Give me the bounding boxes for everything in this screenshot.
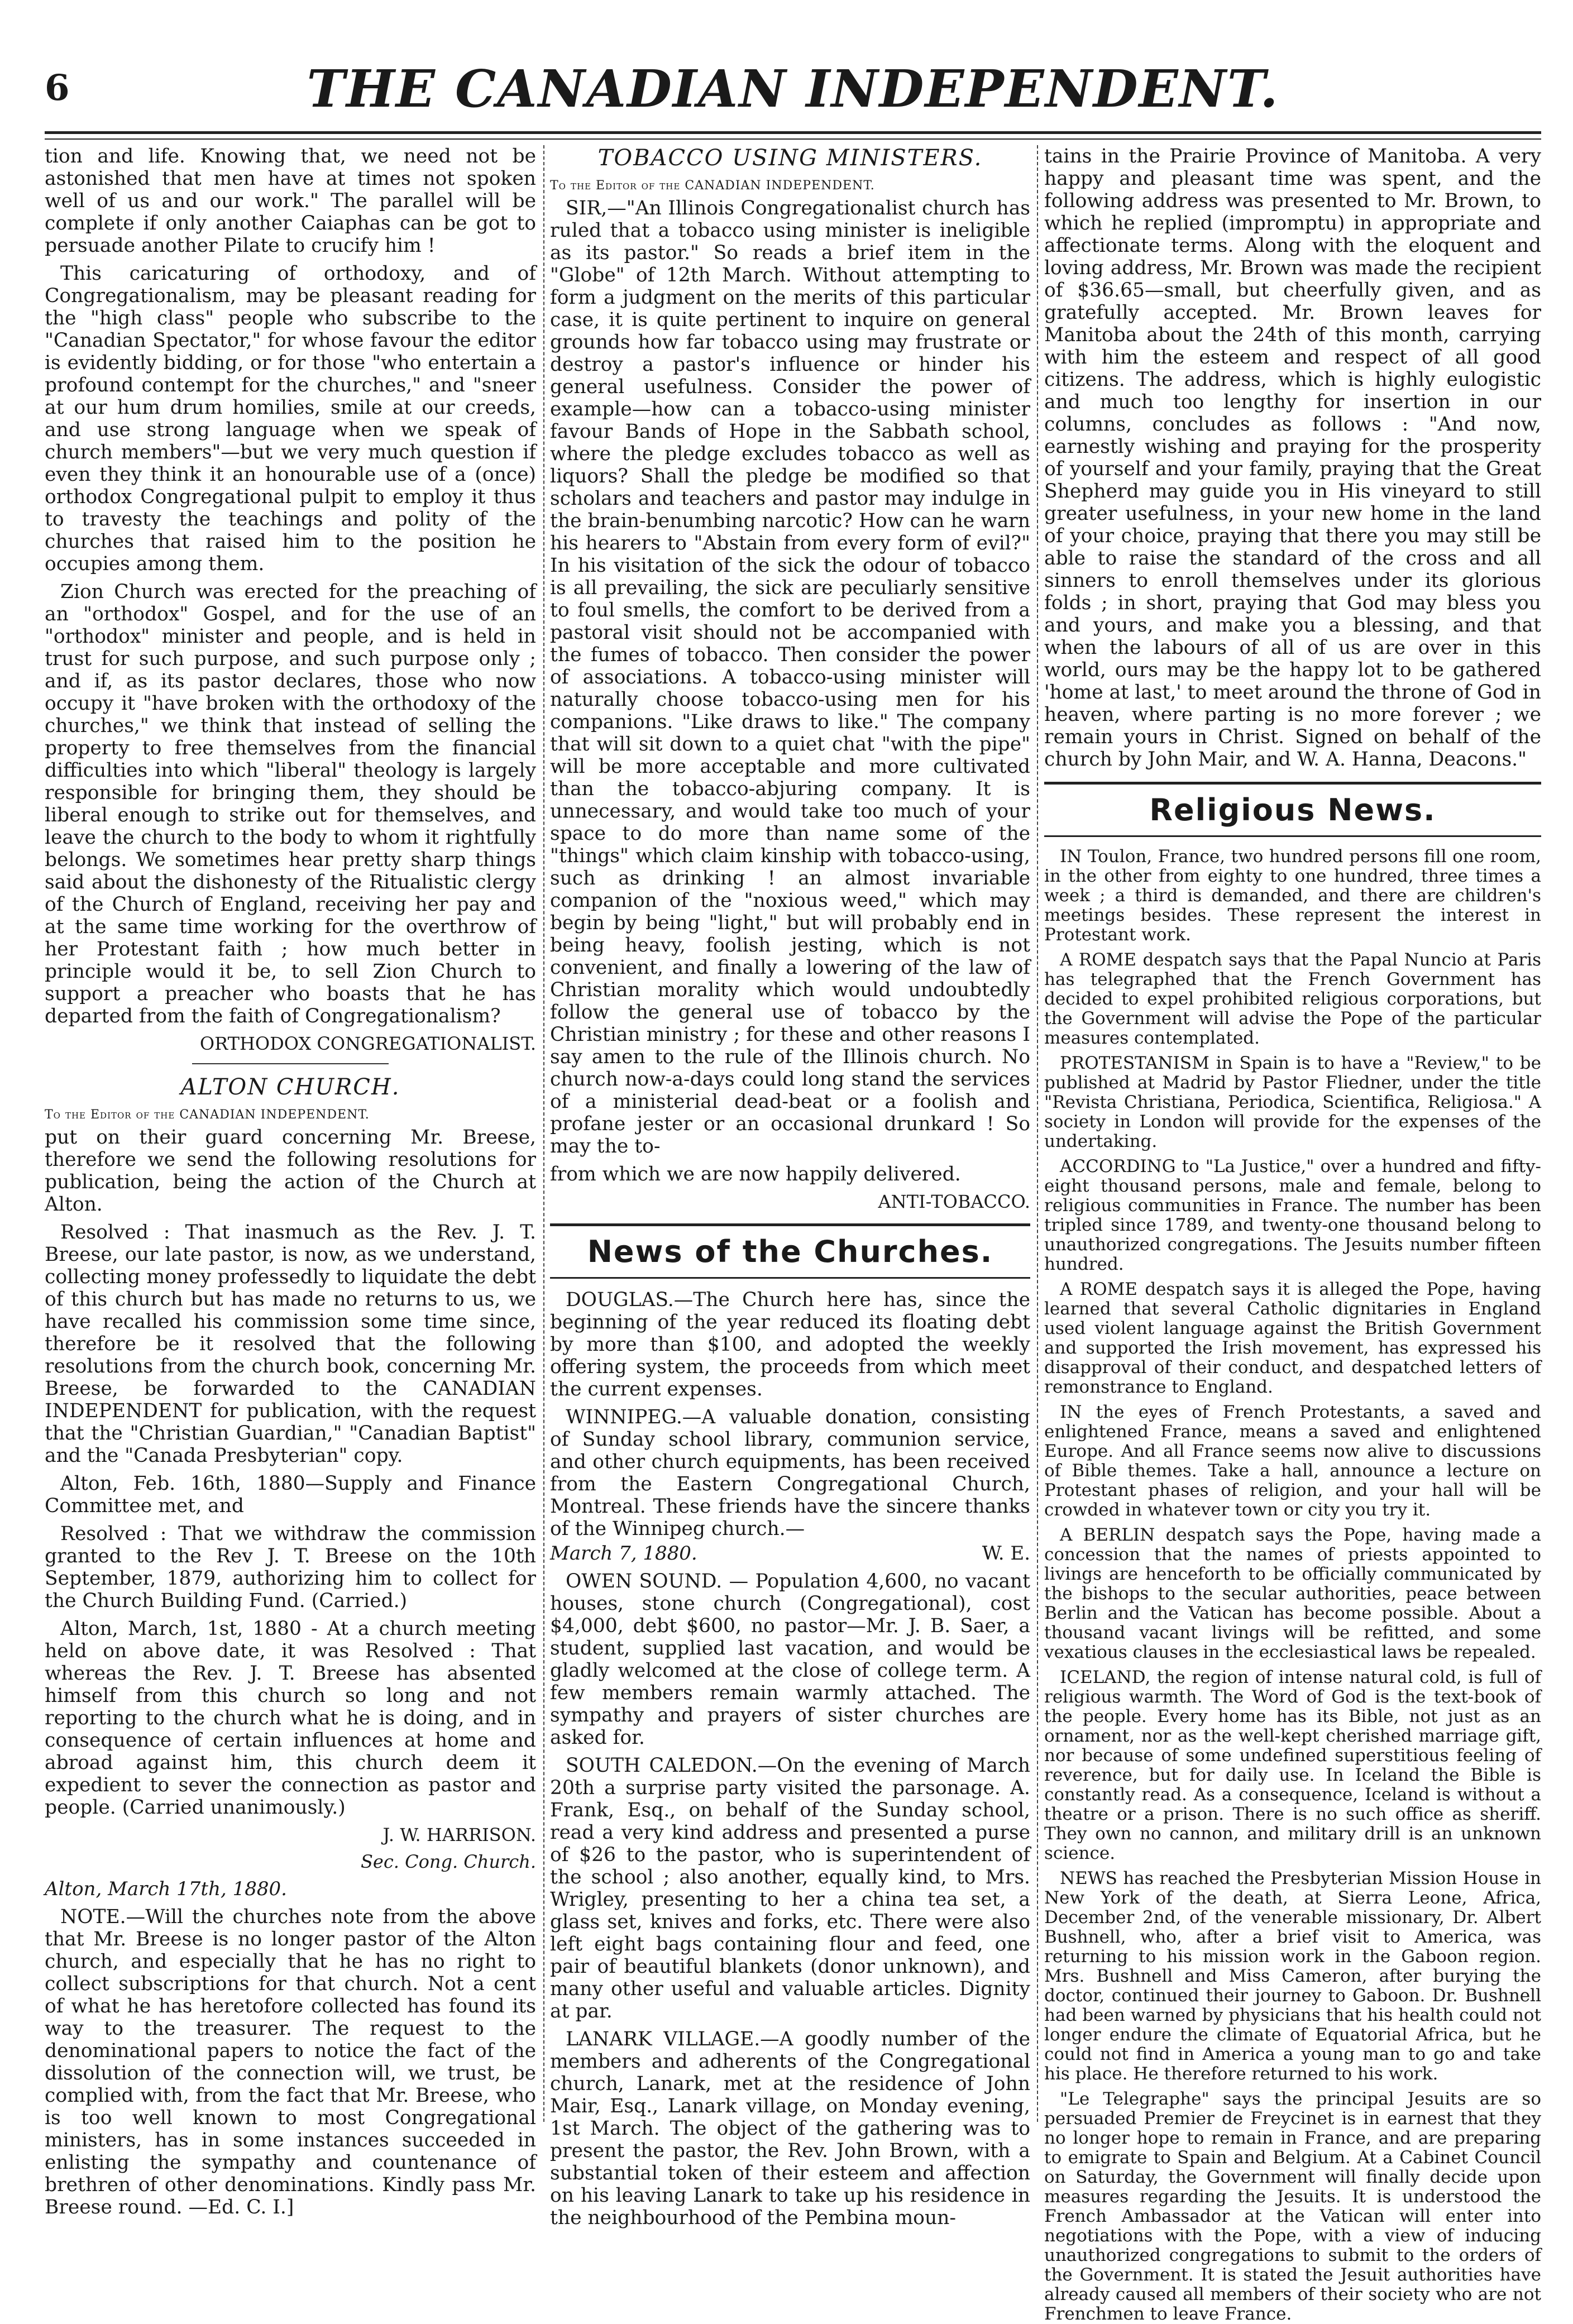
- signature: J. W. HARRISON.: [383, 1824, 536, 1845]
- article-paragraph: Alton, March, 1st, 1880 - At a church meeting held on above date, it was Resolved : That whereas the Rev. J. T. Breese has absented himself from this church so long and not reporting to the church what he is doing, and in consequence of certain influences at home and abroad against him, this church deem it expedient to sever the connection as pastor and people. (Carried unanimously.): [45, 1618, 536, 1819]
- article-paragraph: Resolved : That we withdraw the commission granted to the Rev J. T. Breese on the 10th September, 1879, authorizing him to collect for the Church Building Fund. (Carried.): [45, 1523, 536, 1612]
- to-editor-line: To the Editor of the CANADIAN INDEPENDENT.: [550, 179, 875, 193]
- article-paragraph: This caricaturing of orthodoxy, and of Congregationalism, may be pleasant reading for the "high class" people who subscribe to the "Canadian Spectator," for whose favour the editor is evidently bidding, or for those "who entertain a profound contempt for the churches," and "sneer at our hum drum homilies, smile at our creeds, and use strong language when we speak of church members"—but we very much question if even they think it an honourable use of a (once) orthodox Congregational pulpit to employ it thus to travesty the teachings and polity of the churches that raised him to the position he occupies among them.: [45, 262, 536, 575]
- news-item: "Le Telegraphe" says the principal Jesuits are so persuaded Premier de Freycinet is in earnest that they no longer hope to remain in France, and are preparing to emigrate to Spain and Belgium. At a Cabinet Council on Saturday, the Government will finally decide upon measures regarding the Jesuits. It is understood the French Ambassador at the Vatican will enter into negotiations with the Pope, with a view of inducing unauthorized congregations to submit to the orders of the Government. It is stated the Jesuit authorities have already caused all members of their society who are not Frenchmen to leave France.: [1044, 2089, 1541, 2324]
- news-item: A ROME despatch says it is alleged the Pope, having learned that several Catholic dignitaries in England used violent language against the British Government and supported the Irish movement, has expressed his disapproval of their conduct, and despatched letters of remonstrance to England.: [1044, 1279, 1541, 1397]
- divider: [192, 1063, 389, 1064]
- news-item: DOUGLAS.—The Church here has, since the beginning of the year reduced its floating debt by more than $100, and adopted the weekly offering system, the proceeds from which meet the current expenses.: [550, 1289, 1030, 1400]
- column-2: [550, 145, 1030, 2229]
- article-paragraph: from which we are now happily delivered.: [550, 1163, 961, 1185]
- article-paragraph: Alton, Feb. 16th, 1880—Supply and Finance Committee met, and: [45, 1472, 536, 1517]
- news-item: A ROME despatch says that the Papal Nuncio at Paris has telegraphed that the French Government has decided to expel prohibited religious corporations, but the Government will advise the Pope of the particular measures contemplated.: [1044, 950, 1541, 1048]
- news-item: IN Toulon, France, two hundred persons fill one room, in the other from eighty to one hundred, three times a week ; a third is demanded, and there are children's meetings besides. These represent the interest in Protestant work.: [1044, 847, 1541, 945]
- news-item: LANARK VILLAGE.—A goodly number of the members and adherents of the Congregational church, Lanark, met at the residence of John Mair, Esq., Lanark village, on Monday evening, 1st March. The object of the gathering was to present the pastor, the Rev. John Brown, with a substantial token of their esteem and affection on his leaving Lanark to take up his residence in the neighbourhood of the Pembina moun-: [550, 2028, 1030, 2229]
- dateline: Alton, March 17th, 1880.: [45, 1878, 287, 1900]
- news-item: PROTESTANISM in Spain is to have a "Review," to be published at Madrid by Pastor Fliedner, under the title "Revista Christiana, Periodica, Scientifica, Religiosa." A society in London will provide for the expenses of the undertaking.: [1044, 1053, 1541, 1151]
- masthead-rule: [45, 131, 1541, 140]
- signature: ORTHODOX CONGREGATIONALIST.: [199, 1033, 536, 1054]
- signature: ANTI-TOBACCO.: [878, 1191, 1030, 1212]
- news-item: ICELAND, the region of intense natural cold, is full of religious warmth. The Word of God is the text-book of the people. Every home has its Bible, not just as an ornament, nor as the well-kept cherished marriage gift, nor because of some undefined superstitious feeling of reverence, but for daily use. In Iceland the Bible is constantly read. As a consequence, Iceland is without a theatre or a prison. There is no such office as sheriff. They own no cannon, and military drill is an unknown science.: [1044, 1667, 1541, 1863]
- columns: [45, 145, 1541, 2324]
- news-item: OWEN SOUND. — Population 4,600, no vacant houses, stone church (Congregational), cost $4,000, debt $600, no pastor—Mr. J. B. Saer, a student, supplied last vacation, and would be gladly welcomed at the close of college term. A few members remain warmly attached. The sympathy and prayers of sister churches are asked for.: [550, 1570, 1030, 1749]
- section-banner-news-of-the-churches: News of the Churches.: [550, 1223, 1030, 1279]
- column-divider: [1037, 145, 1038, 2122]
- article-heading: TOBACCO USING MINISTERS.: [597, 145, 983, 171]
- column-divider: [543, 145, 544, 2122]
- editor-note: NOTE.—Will the churches note from the above that Mr. Breese is no longer pastor of the Alton church, and especially that he has no right to collect subscriptions for that church. Not a cent of what he has heretofore collected has found its way to the treasurer. The request to the denominational papers to notice the fact of the dissolution of the connection will, we trust, be complied with, from the fact that Mr. Breese, who is too well known to most Congregational ministers, has in some instances succeeded in enlisting the sympathy and countenance of brethren of other denominations. Kindly pass Mr. Breese round. —Ed. C. I.]: [45, 1906, 536, 2218]
- signature-title: Sec. Cong. Church.: [360, 1851, 536, 1872]
- article-paragraph: Zion Church was erected for the preaching of an "orthodox" Gospel, and for the use of an "orthodox" minister and people, and is held in trust for such purpose, and such purpose only ; and if, as its pastor declares, those who now occupy it "have broken with the orthodoxy of the churches," we think that instead of selling the property to free themselves from the financial difficulties into which "liberal" theology is largely responsible for bringing them, they should be liberal enough to strike out for themselves, and leave the church to the body to whom it rightfully belongs. We sometimes hear pretty sharp things said about the dishonesty of the Ritualistic clergy of the Church of England, receiving her pay and at the same time working for the overthrow of her Protestant faith ; how much better in principle would it be, to sell Zion Church to support a preacher who boasts that he has departed from the faith of Congregationalism?: [45, 581, 536, 1027]
- news-item: SOUTH CALEDON.—On the evening of March 20th a surprise party visited the parsonage. A. Frank, Esq., on behalf of the Sunday school, read a very kind address and presented a purse of $26 to the pastor, who is superintendent of the school ; also another, equally kind, to Mrs. Wrigley, presenting to her a china tea set, a glass set, knives and forks, etc. There were also left eight bags containing flour and feed, one pair of beautiful blankets (donor unknown), and many other useful and valuable articles. Dignity at par.: [550, 1754, 1030, 2022]
- section-banner-religious-news: Religious News.: [1044, 782, 1541, 837]
- column-3: [1044, 145, 1541, 2324]
- article-paragraph: Resolved : That inasmuch as the Rev. J. T. Breese, our late pastor, is now, as we understand, collecting money professedly to liquidate the debt of this church but has made no returns to us, we have recalled his commission some time since, therefore be it resolved that the following resolutions from the church book, concerning Mr. Breese, be forwarded to the CANADIAN INDEPENDENT for publication, with the request that the "Christian Guardian," "Canadian Baptist" and the "Canada Presbyterian" copy.: [45, 1221, 536, 1467]
- religious-news-list: [1044, 847, 1541, 2324]
- news-item: ACCORDING to "La Justice," over a hundred and fifty-eight thousand persons, male and female, belong to religious communities in France. The number has been tripled since 1789, and twenty-one thousand belong to unauthorized congregations. The Jesuits number fifteen hundred.: [1044, 1156, 1541, 1274]
- page-number: 6: [45, 67, 70, 109]
- article-paragraph: SIR,—"An Illinois Congregationalist church has ruled that a tobacco using minister is ineligible as its pastor." So reads a brief item in the "Globe" of 12th March. Without attempting to form a judgment on the merits of this particular case, it is quite pertinent to inquire on general grounds how far tobacco using may frustrate or destroy a pastor's influence or hinder his general usefulness. Consider the power of example—how can a tobacco-using minister favour Bands of Hope in the Sabbath school, where the pledge excludes tobacco as well as liquors? Shall the pledge be modified so that scholars and teachers and pastor may indulge in the brain-benumbing narcotic? How can he warn his hearers to "Abstain from every form of evil?" In his visitation of the sick the odour of tobacco is all prevailing, the sick are peculiarly sensitive to foul smells, the comfort to be derived from a pastoral visit should not be accompanied with the fumes of tobacco. Then consider the power of associations. A tobacco-using minister will naturally choose tobacco-using men for his companions. "Like draws to like." The company that will sit down to a quiet chat "with the pipe" will be more acceptable and more cultivated than the tobacco-abjuring company. It is unnecessary, and would take too much of your space to do more than name some of the "things" which claim kinship with tobacco-using, such as drinking ! an almost invariable companion of the "noxious weed," which may begin by being "light," but will probably end in being heavy, foolish jesting, which is not convenient, and finally a lowering of the law of Christian morality which would undoubtedly follow the general use of tobacco by the Christian ministry ; for these and other reasons I say amen to the rule of the Illinois church. No church now-a-days could long stand the services of a ministerial dead-beat or a foolish and profane jester or an occasional drunkard ! So may the to-: [550, 197, 1030, 1158]
- masthead: [45, 34, 1541, 117]
- newspaper-page: [45, 34, 1541, 2324]
- news-item: IN the eyes of French Protestants, a saved and enlightened France, means a saved and enlightened Europe. And all France seems now alive to discussions of Bible themes. Take a hall, announce a lecture on Protestant phases of religion, and your hall will be crowded in whatever town or city you try it.: [1044, 1402, 1541, 1520]
- article-paragraph: tains in the Prairie Province of Manitoba. A very happy and pleasant time was spent, and the following address was presented to Mr. Brown, to which he replied (impromptu) in appropriate and affectionate terms. Along with the eloquent and loving address, Mr. Brown was made the recipient of $36.65—small, but cheerfully given, and as gratefully accepted. Mr. Brown leaves for Manitoba about the 24th of this month, carrying with him the esteem and respect of all good citizens. The address, which is highly eulogistic and much too lengthy for insertion in our columns, concludes as follows : "And now, earnestly wishing and praying for the prosperity of yourself and your family, praying that the Great Shepherd may guide you in His vineyard to still greater usefulness, in your new home in the land of your choice, praying that there you may still be able to raise the standard of the cross and all sinners to enroll themselves under its glorious folds ; in short, praying that God may bless you and yours, and make you a blessing, and that when the labours of all of us are over in this world, ours may be the happy lot to be gathered 'home at last,' to meet around the throne of God in heaven, where parting is no more forever ; we remain yours in Christ. Signed on behalf of the church by John Mair, and W. A. Hanna, Deacons.": [1044, 145, 1541, 771]
- to-editor-line: To the Editor of the CANADIAN INDEPENDENT.: [45, 1108, 370, 1122]
- news-item: A BERLIN despatch says the Pope, having made a concession that the names of priests appointed to livings are henceforth to be officially communicated by the bishops to the secular authorities, peace between Berlin and the Vatican has become possible. About a thousand vacant livings will be refitted, and some vexatious clauses in the ecclesiastical laws be repealed.: [1044, 1525, 1541, 1662]
- news-item-footer: [550, 1542, 1030, 1565]
- dateline: March 7, 1880.: [550, 1542, 697, 1565]
- signature: W. E.: [982, 1542, 1030, 1565]
- column-1: [45, 145, 536, 2218]
- publication-title: THE CANADIAN INDEPENDENT.: [307, 59, 1279, 119]
- news-item: WINNIPEG.—A valuable donation, consisting of Sunday school library, communion service, and other church equipments, has been received from the Eastern Congregational Church, Montreal. These friends have the sincere thanks of the Winnipeg church.—: [550, 1406, 1030, 1540]
- article-heading: ALTON CHURCH.: [180, 1074, 400, 1100]
- article-paragraph: tion and life. Knowing that, we need not be astonished that men have at times not spoken well of us and our work." The parallel will be complete if only another Caiaphas can be got to persuade another Pilate to crucify him !: [45, 145, 536, 257]
- article-paragraph: put on their guard concerning Mr. Breese, therefore we send the following resolutions for publication, being the action of the Church at Alton.: [45, 1126, 536, 1216]
- news-item: NEWS has reached the Presbyterian Mission House in New York of the death, at Sierra Leone, Africa, December 2nd, of the venerable missionary, Dr. Albert Bushnell, who, after a brief visit to America, was returning to his mission work in the Gaboon region. Mrs. Bushnell and Miss Cameron, after burying the doctor, continued their journey to Gaboon. Dr. Bushnell had been warned by physicians that his health could not longer endure the climate of Equatorial Africa, but he could not find in America a young man to go and take his place. He therefore returned to his work.: [1044, 1868, 1541, 2084]
